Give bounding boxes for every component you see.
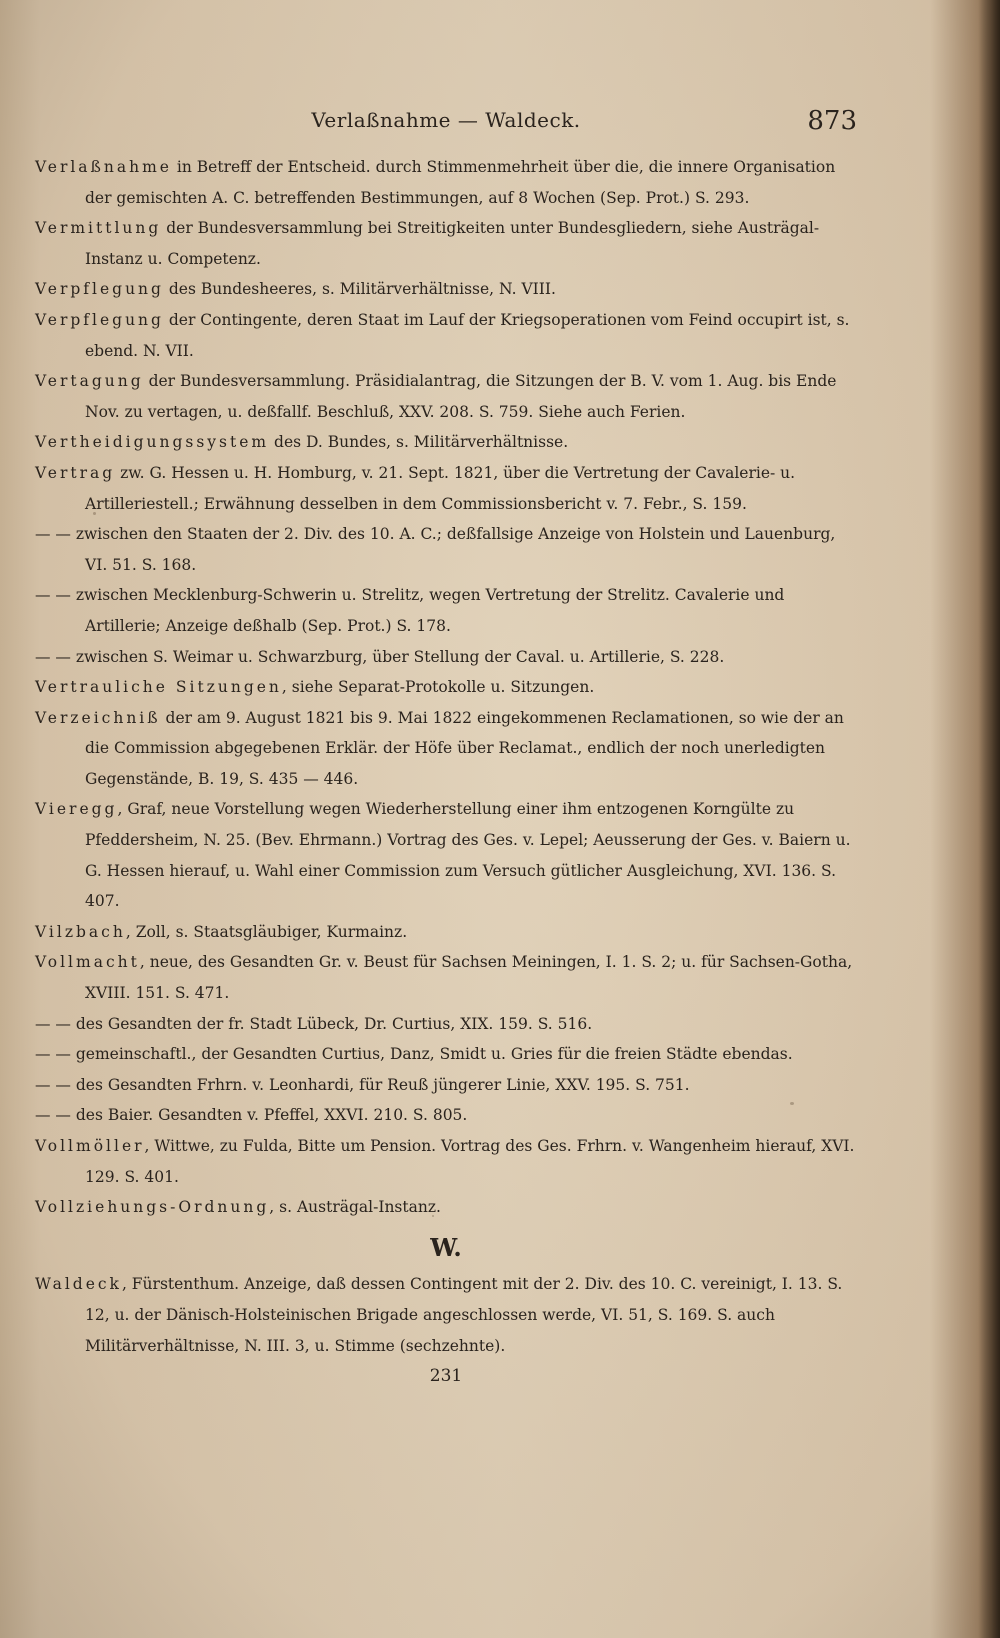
entry-lemma: Verpflegung <box>35 280 164 299</box>
entry-lemma: Vollmacht <box>35 953 140 972</box>
index-entry <box>35 580 857 641</box>
entry-dash: — — <box>35 647 71 666</box>
entry-text: der am 9. August 1821 bis 9. Mai 1822 eingekommenen Reclamationen, so wie der an die Commission abgegebenen Erklär. der Höfe über Reclamat., endlich der noch unerledigten Gegenstände, B. 19, S. 435 — 446. <box>85 708 844 788</box>
index-entry <box>35 1039 857 1070</box>
index-entry <box>35 642 857 673</box>
entry-text: in Betreff der Entscheid. durch Stimmenmehrheit über die, die innere Organisation der gemischten A. C. betreffenden Bestimmungen, auf 8 Wochen (Sep. Prot.) S. 293. <box>85 158 836 207</box>
entry-lemma: Vertagung <box>35 372 144 391</box>
entry-text: des Gesandten Frhrn. v. Leonhardi, für Reuß jüngerer Linie, XXV. 195. S. 751. <box>70 1075 690 1094</box>
entry-lemma: Waldeck <box>35 1275 122 1294</box>
entry-dash: — — <box>35 586 71 605</box>
entry-lemma: Vilzbach <box>35 922 126 941</box>
index-entry <box>35 366 857 427</box>
entry-text: , Fürstenthum. Anzeige, daß dessen Contingent mit der 2. Div. des 10. C. vereinigt, I. 13. S. 12, u. der Dänisch-Holsteinischen Brigade angeschlossen werde, VI. 51, S. 169. S. auch Militärverhältnisse, N. III. 3, u. Stimme (sechzehnte). <box>85 1275 843 1355</box>
entry-text: zw. G. Hessen u. H. Homburg, v. 21. Sept. 1821, über die Vertretung der Cavalerie- u. Artilleriestell.; Erwähnung desselben in dem Commissionsbericht v. 7. Febr., S. 159. <box>85 463 796 513</box>
entry-lemma: Vertheidigungssystem <box>35 433 270 452</box>
index-entries <box>35 152 857 1392</box>
entry-lemma: Verpflegung <box>35 310 164 329</box>
entry-text: zwischen den Staaten der 2. Div. des 10. A. C.; deßfallsige Anzeige von Holstein und Lauenburg, VI. 51. S. 168. <box>70 525 836 574</box>
entry-text: , Wittwe, zu Fulda, Bitte um Pension. Vortrag des Ges. Frhrn. v. Wangenheim hierauf, XVI. 129. S. 401. <box>85 1137 855 1186</box>
entry-lemma: Vermittlung <box>35 219 162 238</box>
index-entry <box>35 305 857 366</box>
entry-text: des D. Bundes, s. Militärverhältnisse. <box>269 433 569 452</box>
entry-dash: — — <box>35 1106 71 1125</box>
entry-text: gemeinschaftl., der Gesandten Curtius, Danz, Smidt u. Gries für die freien Städte ebendas. <box>70 1045 793 1064</box>
index-entry <box>35 1009 857 1040</box>
index-entry <box>35 519 857 580</box>
index-entry <box>35 427 857 458</box>
entry-lemma: Vollziehungs-Ordnung <box>35 1198 270 1217</box>
page-number: 873 <box>807 106 857 136</box>
entry-lemma: Vieregg <box>35 800 118 819</box>
entry-text: des Baier. Gesandten v. Pfeffel, XXVI. 210. S. 805. <box>70 1106 468 1125</box>
running-title: Verlaßnahme — Waldeck. <box>311 108 581 132</box>
entry-lemma: Vollmöller <box>35 1137 145 1155</box>
entry-text: , Zoll, s. Staatsgläubiger, Kurmainz. <box>125 922 408 941</box>
entry-lemma: Verzeichniß <box>35 708 161 727</box>
index-entry <box>35 458 857 519</box>
index-entry <box>35 274 857 305</box>
index-entry <box>35 1100 857 1131</box>
entry-text: , s. Austrägal-Instanz. <box>269 1198 441 1217</box>
entry-text: zwischen Mecklenburg-Schwerin u. Strelitz, wegen Vertretung der Strelitz. Cavalerie und Artillerie; Anzeige deßhalb (Sep. Prot.) S. 178. <box>70 586 785 635</box>
entry-text: , Graf, neue Vorstellung wegen Wiederherstellung einer ihm entzogenen Korngülte zu Pfeddersheim, N. 25. (Bev. Ehrmann.) Vortrag des Ges. v. Lepel; Aeusserung der Ges. v. Baiern u. G. Hessen hierauf, u. Wahl einer Commission zum Versuch gütlicher Ausgleichung, XVI. 136. S. 407. <box>85 800 851 911</box>
running-head <box>35 108 857 142</box>
section-letter: W. <box>430 1232 462 1262</box>
entry-dash: — — <box>35 1014 71 1033</box>
entry-text: , neue, des Gesandten Gr. v. Beust für Sachsen Meiningen, I. 1. S. 2; u. für Sachsen-Gotha, XVIII. 151. S. 471. <box>85 953 853 1003</box>
entry-text: , siehe Separat-Protokolle u. Sitzungen. <box>281 678 595 697</box>
entry-text: des Gesandten der fr. Stadt Lübeck, Dr. Curtius, XIX. 159. S. 516. <box>70 1014 593 1033</box>
index-entry <box>35 1070 857 1101</box>
index-entry <box>35 1192 857 1223</box>
entry-text: der Contingente, deren Staat im Lauf der Kriegsoperationen vom Feind occupirt ist, s. ebend. N. VII. <box>85 310 850 360</box>
entry-lemma: Vertrag <box>35 463 116 482</box>
index-entry <box>35 152 857 213</box>
printer-signature: 231 <box>429 1366 463 1387</box>
page-edge-shadow <box>978 0 1000 1638</box>
index-entry <box>35 947 857 1008</box>
index-entry <box>35 1131 857 1192</box>
entry-dash: — — <box>35 1045 71 1064</box>
entry-text: zwischen S. Weimar u. Schwarzburg, über Stellung der Caval. u. Artillerie, S. 228. <box>70 647 725 666</box>
index-entry <box>35 917 857 948</box>
entry-dash: — — <box>35 525 71 544</box>
entry-lemma: Verlaßnahme <box>35 158 172 176</box>
entry-text: der Bundesversammlung. Präsidialantrag, die Sitzungen der B. V. vom 1. Aug. bis Ende Nov. zu vertagen, u. deßfallf. Beschluß, XXV. 208. S. 759. Siehe auch Ferien. <box>85 372 837 421</box>
entry-text: des Bundesheeres, s. Militärverhältnisse, N. VIII. <box>163 280 556 299</box>
index-entry <box>35 213 857 274</box>
index-entry <box>35 1269 857 1361</box>
entry-text: der Bundesversammlung bei Streitigkeiten unter Bundesgliedern, siehe Austrägal-Instanz u. Competenz. <box>85 219 820 268</box>
entry-dash: — — <box>35 1075 71 1094</box>
index-entry <box>35 672 857 703</box>
entry-lemma: Vertrauliche Sitzungen <box>35 678 282 697</box>
index-entry <box>35 703 857 795</box>
index-entry <box>35 794 857 916</box>
